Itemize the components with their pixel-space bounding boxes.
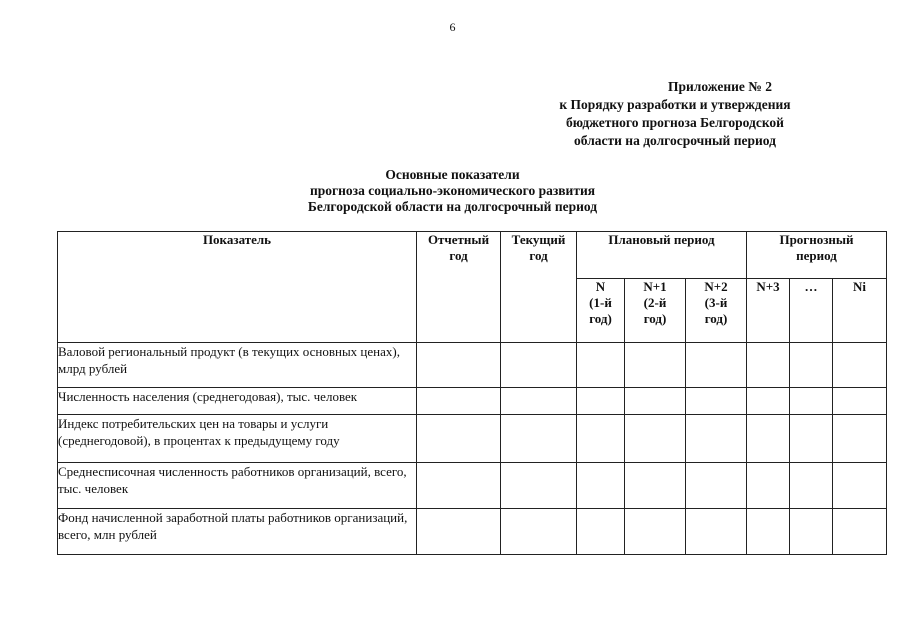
document-title-line: Белгородской области на долгосрочный период [307,199,598,214]
value-cell [833,415,887,463]
header-row-top [58,232,887,279]
value-cell [747,343,790,388]
value-cell [790,343,833,388]
header-indicator: Показатель [58,232,417,343]
header-reporting-year: Отчетный год [417,232,501,343]
appendix-line: бюджетного прогноза Белгородской [566,115,784,130]
value-cell [790,509,833,555]
value-cell [833,463,887,509]
table-row [58,415,887,463]
header-ellipsis: … [790,279,833,343]
value-cell [790,415,833,463]
value-cell [577,388,625,415]
value-cell [501,343,577,388]
value-cell [747,415,790,463]
value-cell [501,463,577,509]
value-cell [747,509,790,555]
value-cell [833,509,887,555]
appendix-line: области на долгосрочный период [574,133,776,148]
value-cell [577,415,625,463]
header-forecast-period: Прогнозный период [747,232,887,279]
value-cell [501,388,577,415]
value-cell [577,463,625,509]
document-title-line: прогноза социально-экономического развития [309,183,596,198]
value-cell [790,463,833,509]
header-n-plus-1: N+1 (2-й год) [625,279,686,343]
value-cell [833,343,887,388]
table-row [58,463,887,509]
table-row [58,509,887,555]
appendix-block [505,78,845,150]
indicators-table [57,231,887,555]
header-current-year: Текущий год [501,232,577,343]
indicator-name: Численность населения (среднегодовая), тыс. человек [58,388,417,415]
value-cell [686,415,747,463]
value-cell [417,509,501,555]
indicator-name: Индекс потребительских цен на товары и услуги (среднегодовой), в процентах к предыдущему году [58,415,417,463]
value-cell [686,509,747,555]
value-cell [625,509,686,555]
value-cell [747,463,790,509]
document-title [0,167,905,215]
value-cell [790,388,833,415]
indicator-name: Фонд начисленной заработной платы работников организаций, всего, млн рублей [58,509,417,555]
table-row [58,388,887,415]
value-cell [417,415,501,463]
value-cell [577,509,625,555]
document-title-line: Основные показатели [385,167,520,182]
appendix-line: к Порядку разработки и утверждения [559,97,791,112]
indicator-name: Среднесписочная численность работников организаций, всего, тыс. человек [58,463,417,509]
value-cell [833,388,887,415]
header-n-plus-3: N+3 [747,279,790,343]
header-n: N (1-й год) [577,279,625,343]
appendix-title: Приложение № 2 [668,79,772,94]
header-ni: Ni [833,279,887,343]
value-cell [625,415,686,463]
value-cell [417,388,501,415]
header-n-plus-2: N+2 (3-й год) [686,279,747,343]
value-cell [501,415,577,463]
value-cell [625,343,686,388]
value-cell [625,388,686,415]
value-cell [625,463,686,509]
value-cell [686,388,747,415]
value-cell [686,343,747,388]
value-cell [417,343,501,388]
value-cell [577,343,625,388]
value-cell [686,463,747,509]
value-cell [747,388,790,415]
table-row [58,343,887,388]
value-cell [417,463,501,509]
indicator-name: Валовой региональный продукт (в текущих основных ценах), млрд рублей [58,343,417,388]
header-planned-period: Плановый период [577,232,747,279]
page-number: 6 [449,20,456,34]
value-cell [501,509,577,555]
